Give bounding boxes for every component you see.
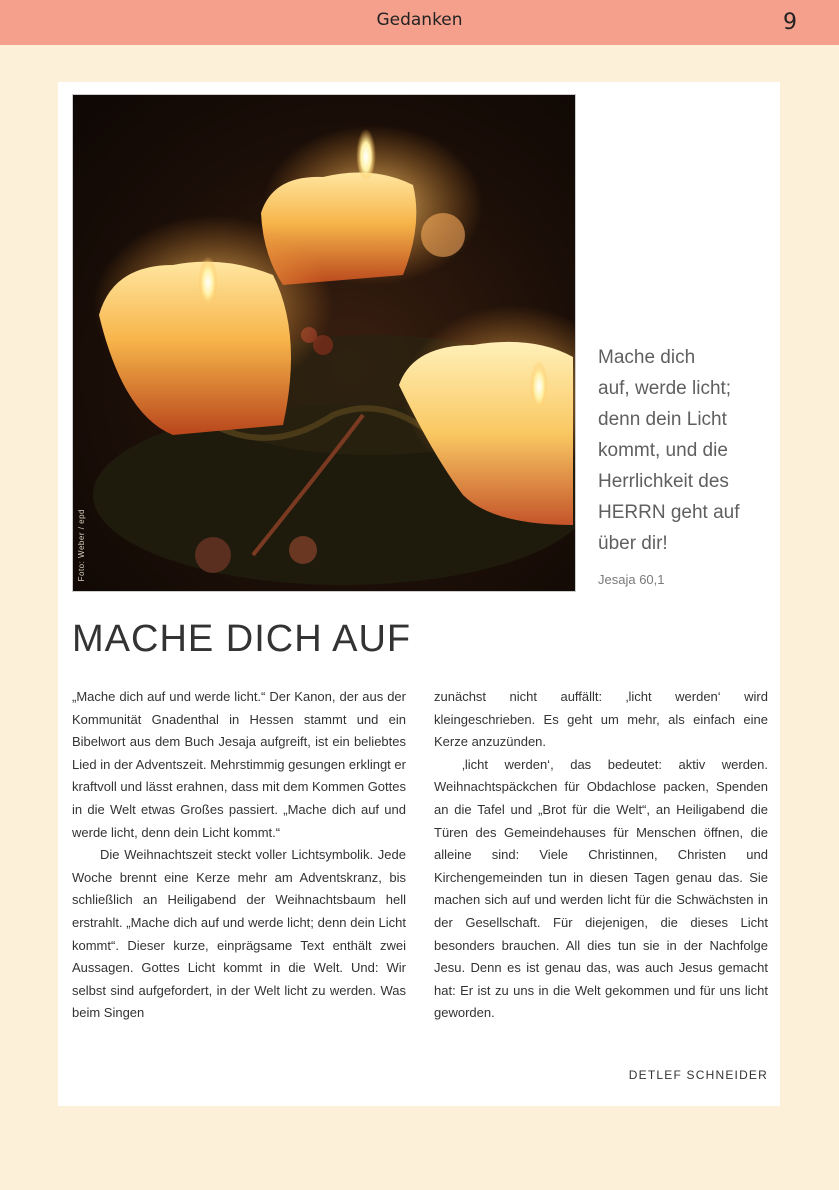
quote-source: Jesaja 60,1 (598, 572, 665, 587)
paragraph: Die Weihnachtszeit steckt voller Lichtsymbolik. Jede Woche brennt eine Kerze mehr am Adventskranz, bis schließlich an Heiligabend der Weihnachtsbaum hell erstrahlt. „Mache dich auf und werde licht; denn dein Licht kommt“. Dieser kurze, einprägsame Text enthält zwei Aussagen. Gottes Licht kommt in die Welt. Und: Wir selbst sind aufgefordert, in der Welt licht zu werden. Was beim Singen (72, 847, 406, 1021)
article-column-right (434, 686, 768, 1025)
photo-credit: Foto: Weber / epd (77, 508, 86, 581)
section-title: Gedanken (376, 10, 463, 30)
page-number: 9 (783, 10, 797, 35)
article-panel (58, 82, 780, 1106)
page-header (0, 0, 839, 45)
author-byline: DETLEF SCHNEIDER (628, 1068, 768, 1082)
article-column-left (72, 686, 406, 1025)
paragraph: „Mache dich auf und werde licht.“ Der Kanon, der aus der Kommunität Gnadenthal in Hessen stammt und ein Bibelwort aus dem Buch Jesaja aufgreift, ist ein beliebtes Lied in der Adventszeit. Mehrstimmig gesungen erklingt er kraftvoll und lässt erahnen, dass mit dem Kommen Gottes in die Welt etwas Großes passiert. „Mache dich auf und werde licht, denn dein Licht kommt.“ (72, 689, 406, 840)
paragraph: zunächst nicht auffällt: ‚licht werden‘ wird kleingeschrieben. Es geht um mehr, als einfach eine Kerze anzuzünden. (434, 689, 768, 750)
advent-candles-photo (72, 94, 576, 592)
bible-quote: Mache dich auf, werde licht; denn dein Licht kommt, und die Herrlichkeit des HERRN geht auf über dir! (598, 347, 740, 554)
candles-illustration (73, 95, 575, 591)
article-headline: MACHE DICH AUF (72, 618, 412, 660)
paragraph: ‚licht werden‘, das bedeutet: aktiv werden. Weihnachtspäckchen für Obdachlose packen, Spenden an die Tafel und „Brot für die Welt“, an Heiligabend die Türen des Gemeindehauses für Menschen öffnen, die alleine sind: Viele Christinnen, Christen und Kirchengemeinden tun in diesen Tagen genau das. Sie machen sich auf und werden licht für die Schwächsten in der Gesellschaft. Für diejenigen, die dieses Licht besonders brauchen. All dies tun sie in der Nachfolge Jesu. Denn es ist genau das, was auch Jesus gemacht hat: Er ist zu uns in die Welt gekommen und für uns licht geworden. (434, 756, 768, 1021)
